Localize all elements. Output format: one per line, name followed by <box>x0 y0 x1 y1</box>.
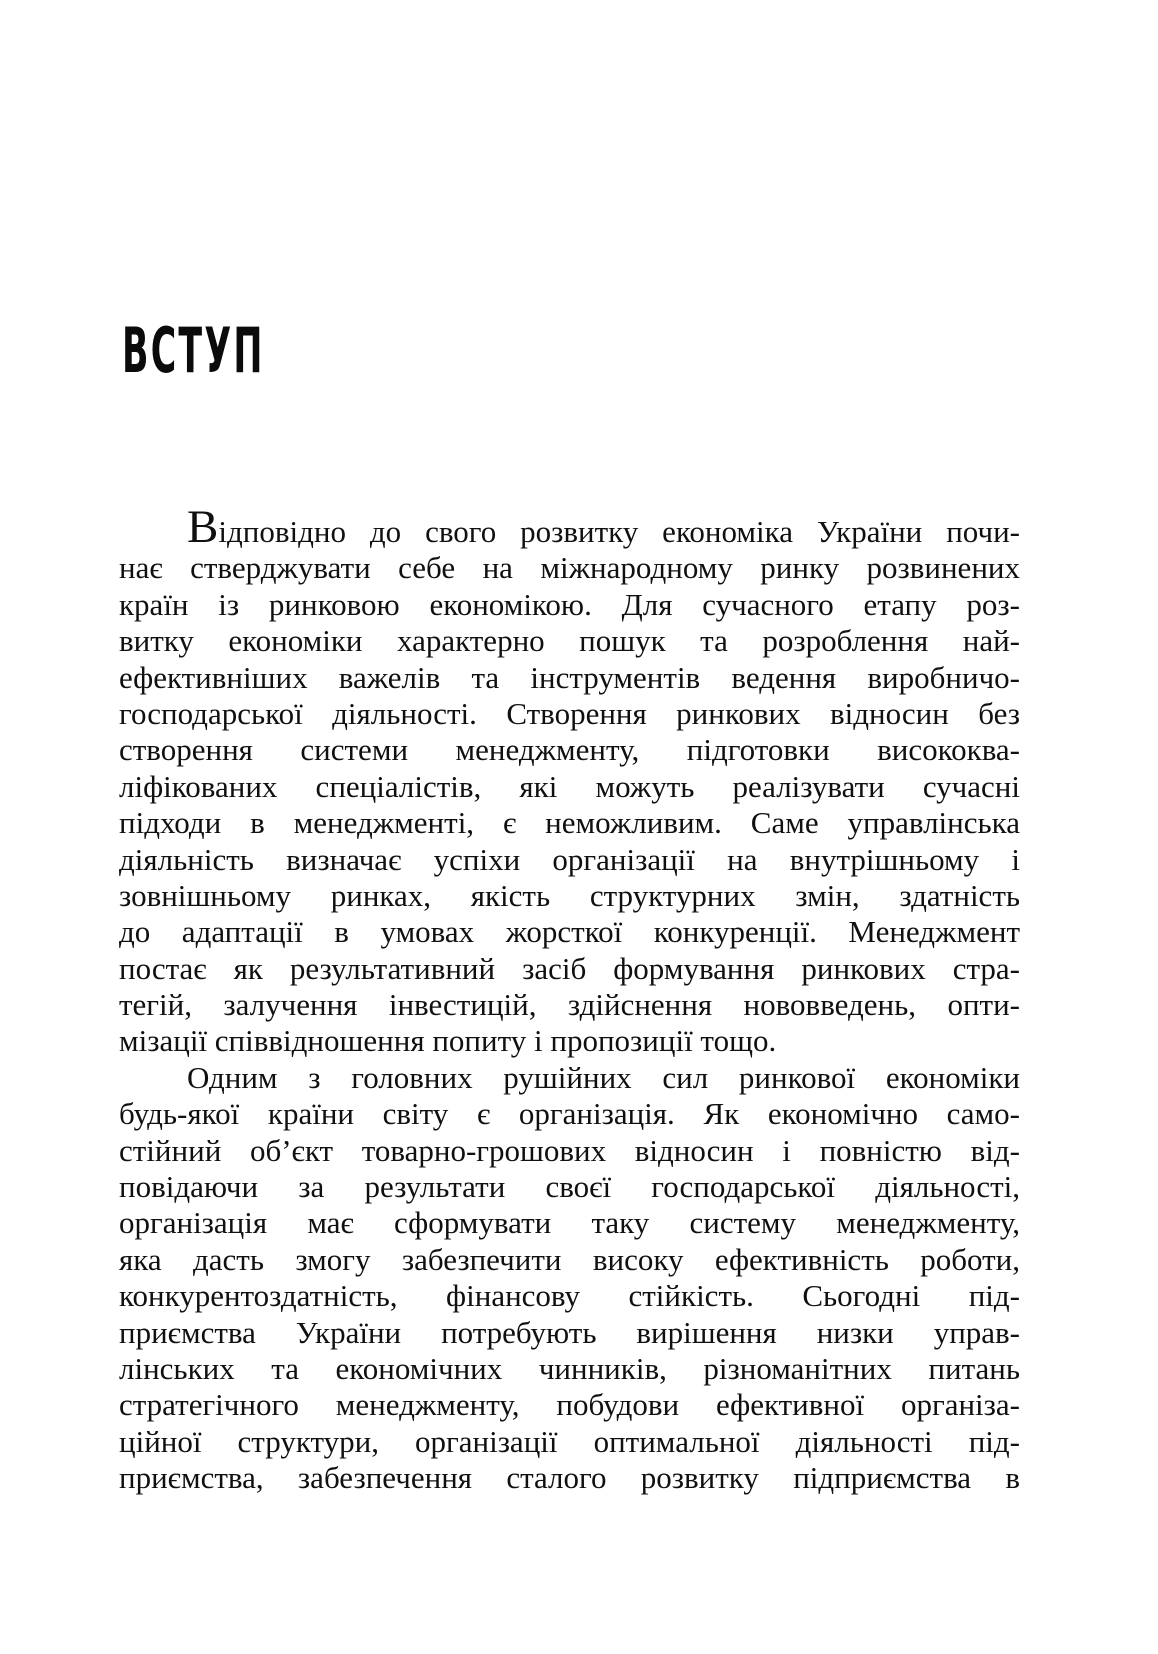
text-line: будь-якої країни світу є організація. Як економічно само- <box>119 1096 1020 1132</box>
text-line: конкурентоздатність, фінансову стійкість. Сьогодні під- <box>119 1278 1020 1314</box>
text-line: ліфікованих спеціалістів, які можуть реалізувати сучасні <box>119 768 1020 804</box>
text-line: яка дасть змогу забезпечити високу ефективність роботи, <box>119 1241 1020 1277</box>
text-line: зовнішньому ринках, якість структурних змін, здатність <box>119 877 1020 913</box>
text-line: мізації співвідношення попиту і пропозиції тощо. <box>119 1023 777 1059</box>
body-text <box>119 501 1020 1497</box>
text-line: організація має сформувати таку систему менеджменту, <box>119 1205 1020 1241</box>
text-line: тегій, залучення інвестицій, здійснення нововведень, опти- <box>119 987 1020 1023</box>
text-line: лінських та економічних чинників, різноманітних питань <box>119 1350 1020 1386</box>
text-line: ційної структури, організації оптимальної діяльності під- <box>119 1423 1020 1459</box>
text-line: країн із ринковою економікою. Для сучасного етапу роз- <box>119 586 1020 622</box>
text-line: господарської діяльності. Створення ринкових відносин без <box>119 695 1020 731</box>
text-line: витку економіки характерно пошук та розроблення най- <box>119 623 1020 659</box>
text-line: нає стверджувати себе на міжнародному ринку розвинених <box>119 550 1020 586</box>
paragraph-2 <box>119 1060 1020 1497</box>
text-line: створення системи менеджменту, підготовки висококва- <box>119 732 1020 768</box>
text-line: приємства України потребують вирішення низки управ- <box>119 1314 1020 1350</box>
paragraph-1 <box>119 501 1020 1060</box>
text-line <box>119 501 1020 553</box>
text-line: постає як результативний засіб формування ринкових стра- <box>119 950 1020 986</box>
text-line-text: ідповідно до свого розвитку економіка України почи- <box>218 514 1020 549</box>
text-line: повідаючи за результати своєї господарської діяльності, <box>119 1169 1020 1205</box>
text-line: ефективніших важелів та інструментів ведення виробничо- <box>119 659 1020 695</box>
text-line: стратегічного менеджменту, побудови ефективної організа- <box>119 1387 1020 1423</box>
text-line: приємства, забезпечення сталого розвитку підприємства в <box>119 1460 1020 1496</box>
text-line: до адаптації в умовах жорсткої конкуренції. Менеджмент <box>119 914 1020 950</box>
chapter-title: ВСТУП <box>122 314 265 387</box>
text-line: Одним з головних рушійних сил ринкової економіки <box>187 1059 1020 1095</box>
text-line: стійний об’єкт товарно-грошових відносин і повністю від- <box>119 1132 1020 1168</box>
text-line: підходи в менеджменті, є неможливим. Саме управлінська <box>119 805 1020 841</box>
drop-cap: В <box>187 501 219 553</box>
text-line: діяльність визначає успіхи організації на внутрішньому і <box>119 841 1020 877</box>
